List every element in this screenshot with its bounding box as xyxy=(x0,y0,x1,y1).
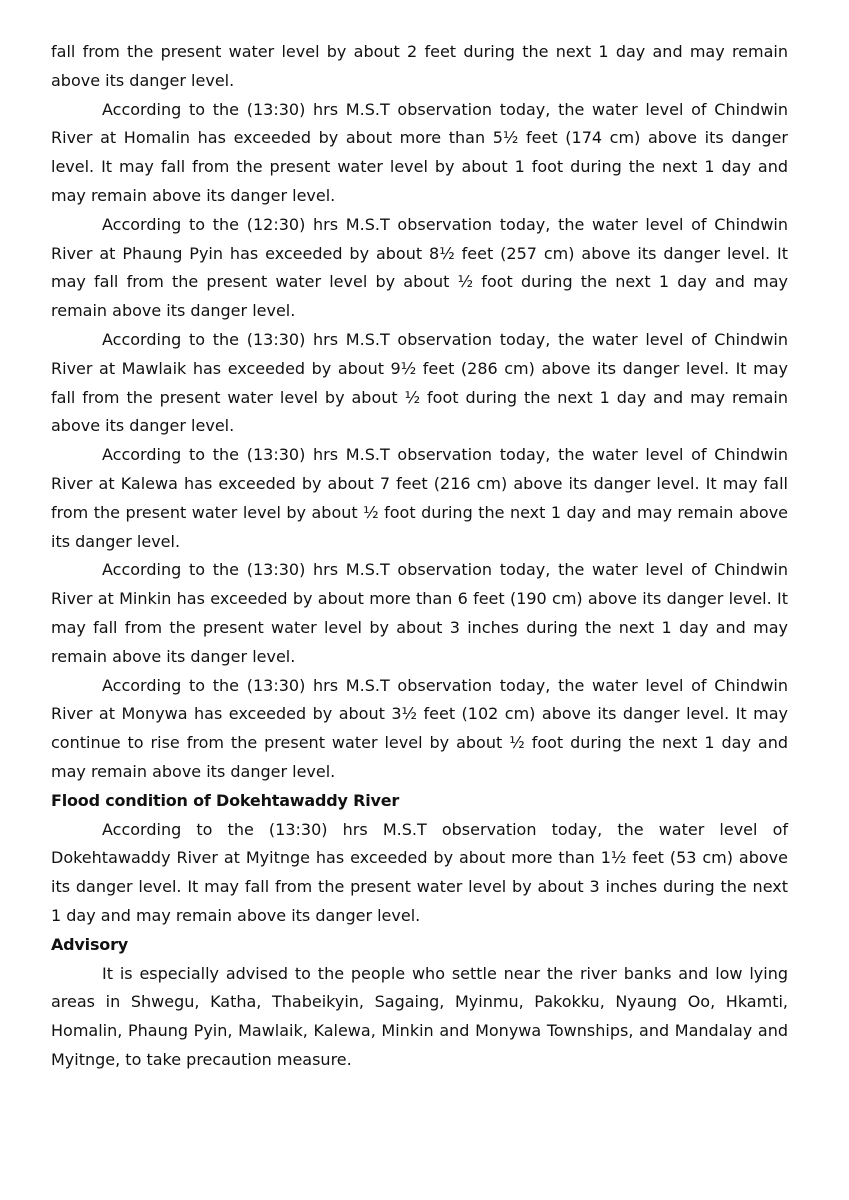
paragraph-minkin: According to the (13:30) hrs M.S.T observation today, the water level of Chindwin River at Minkin has exceeded by about more than 6 feet (190 cm) above its danger level. It may fall from the present water level by about 3 inches during the next 1 day and may remain above its danger level. xyxy=(51,560,788,666)
paragraph-monywa: According to the (13:30) hrs M.S.T observation today, the water level of Chindwin River at Monywa has exceeded by about 3½ feet (102 cm) above its danger level. It may continue to rise from the present water level by about ½ foot during the next 1 day and may remain above its danger level. xyxy=(51,675,788,781)
heading-advisory: Advisory xyxy=(51,934,128,954)
paragraph-continuation: fall from the present water level by about 2 feet during the next 1 day and may remain above its danger level. xyxy=(51,42,788,90)
document-page xyxy=(51,38,788,1075)
paragraph-homalin: According to the (13:30) hrs M.S.T observation today, the water level of Chindwin River at Homalin has exceeded by about more than 5½ feet (174 cm) above its danger level. It may fall from the present water level by about 1 foot during the next 1 day and may remain above its danger level. xyxy=(51,99,788,205)
paragraph-kalewa: According to the (13:30) hrs M.S.T observation today, the water level of Chindwin River at Kalewa has exceeded by about 7 feet (216 cm) above its danger level. It may fall from the present water level by about ½ foot during the next 1 day and may remain above its danger level. xyxy=(51,445,788,551)
paragraph-myitnge: According to the (13:30) hrs M.S.T observation today, the water level of Dokehtawaddy River at Myitnge has exceeded by about more than 1½ feet (53 cm) above its danger level. It may fall from the present water level by about 3 inches during the next 1 day and may remain above its danger level. xyxy=(51,819,788,925)
heading-dokehtawaddy: Flood condition of Dokehtawaddy River xyxy=(51,790,400,810)
paragraph-phaung-pyin: According to the (12:30) hrs M.S.T observation today, the water level of Chindwin River at Phaung Pyin has exceeded by about 8½ feet (257 cm) above its danger level. It may fall from the present water level by about ½ foot during the next 1 day and may remain above its danger level. xyxy=(51,214,788,321)
paragraph-advisory: It is especially advised to the people who settle near the river banks and low lying areas in Shwegu, Katha, Thabeikyin, Sagaing, Myinmu, Pakokku, Nyaung Oo, Hkamti, Homalin, Phaung Pyin, Mawlaik, Kalewa, Minkin and Monywa Townships, and Mandalay and Myitnge, to take precaution measure. xyxy=(51,963,788,1069)
paragraph-mawlaik: According to the (13:30) hrs M.S.T observation today, the water level of Chindwin River at Mawlaik has exceeded by about 9½ feet (286 cm) above its danger level. It may fall from the present water level by about ½ foot during the next 1 day and may remain above its danger level. xyxy=(51,329,788,436)
